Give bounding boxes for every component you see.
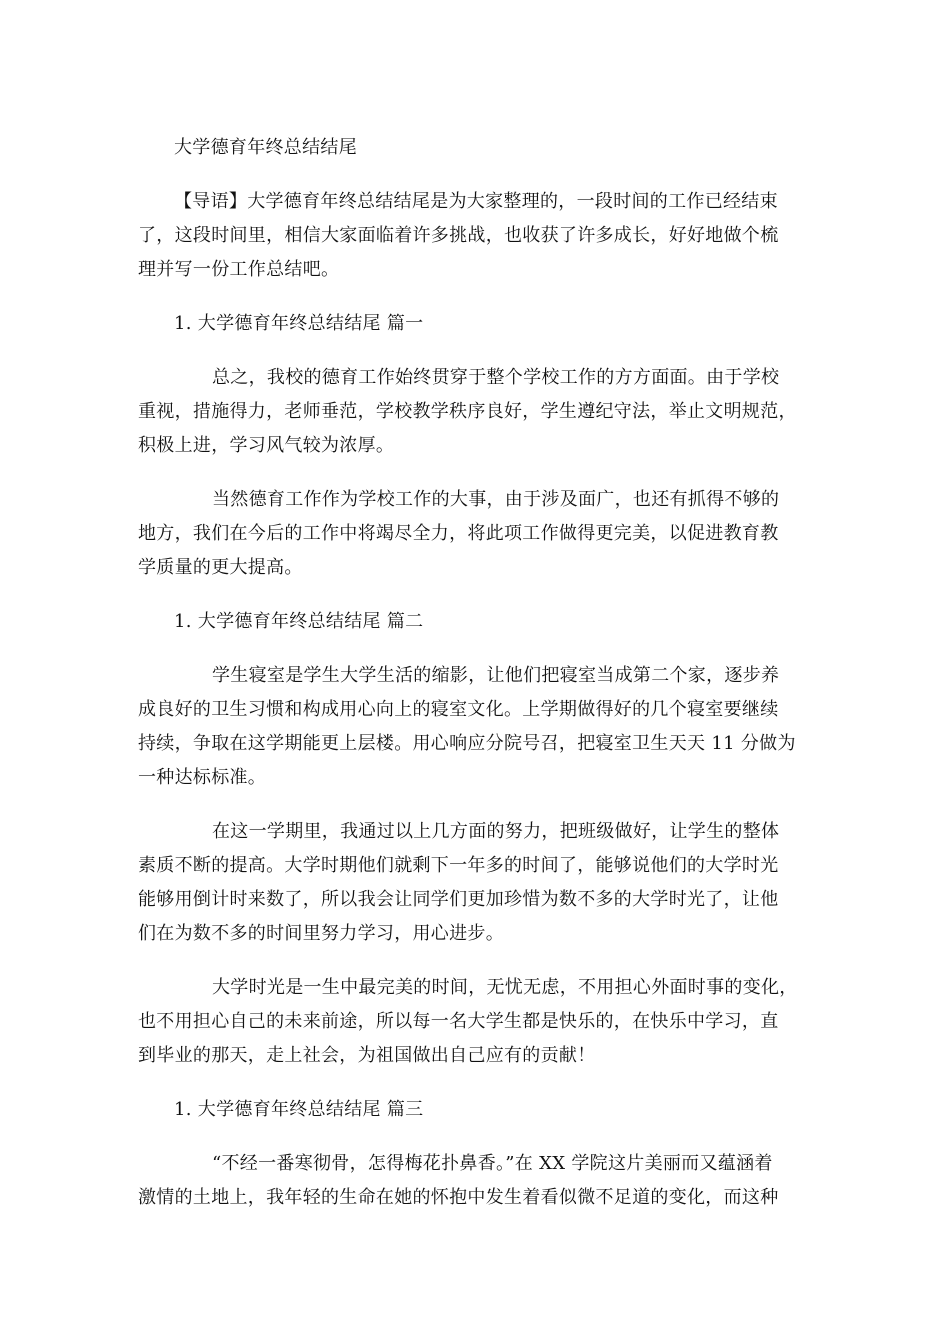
section-1-para-2-line-2: 地方，我们在今后的工作中将竭尽全力，将此项工作做得更完美，以促进教育教 [138, 523, 779, 544]
section-1-para-1-line-3: 积极上进，学习风气较为浓厚。 [138, 435, 395, 456]
section-2-para-1-line-2: 成良好的卫生习惯和构成用心向上的寝室文化。上学期做得好的几个寝室要继续 [138, 699, 779, 720]
section-2-para-1-line-1: 学生寝室是学生大学生活的缩影，让他们把寝室当成第二个家，逐步养 [212, 665, 780, 686]
section-2-para-2-line-4: 们在为数不多的时间里努力学习，用心进步。 [138, 923, 504, 944]
section-2-para-1-line-4: 一种达标标准。 [138, 767, 267, 788]
section-2-para-2-line-1: 在这一学期里，我通过以上几方面的努力，把班级做好，让学生的整体 [212, 821, 780, 842]
section-2-para-1-line-3: 持续，争取在这学期能更上层楼。用心响应分院号召，把寝室卫生天天 11 分做为 [138, 733, 796, 754]
intro-line-3: 理并写一份工作总结吧。 [138, 259, 340, 280]
section-1-para-2-line-3: 学质量的更大提高。 [138, 557, 303, 578]
section-2-para-2-line-3: 能够用倒计时来数了，所以我会让同学们更加珍惜为数不多的大学时光了，让他 [138, 889, 779, 910]
section-3-heading: 1. 大学德育年终总结结尾 篇三 [174, 1099, 424, 1120]
section-2-para-2-line-2: 素质不断的提高。大学时期他们就剩下一年多的时间了，能够说他们的大学时光 [138, 855, 779, 876]
intro-line-2: 了，这段时间里，相信大家面临着许多挑战，也收获了许多成长，好好地做个梳 [138, 225, 779, 246]
section-2-para-3-line-3: 到毕业的那天，走上社会，为祖国做出自己应有的贡献！ [138, 1045, 596, 1066]
section-2-para-3-line-1: 大学时光是一生中最完美的时间，无忧无虑，不用担心外面时事的变化， [212, 977, 798, 998]
section-1-para-1-line-1: 总之，我校的德育工作始终贯穿于整个学校工作的方方面面。由于学校 [212, 367, 780, 388]
document-title: 大学德育年终总结结尾 [174, 137, 357, 158]
section-1-heading: 1. 大学德育年终总结结尾 篇一 [174, 313, 424, 334]
section-3-para-1-line-2: 激情的土地上，我年轻的生命在她的怀抱中发生着看似微不足道的变化，而这种 [138, 1187, 779, 1208]
intro-line-1: 【导语】大学德育年终总结结尾是为大家整理的，一段时间的工作已经结束 [174, 191, 778, 212]
section-3-para-1-line-1: “不经一番寒彻骨，怎得梅花扑鼻香。”在 XX 学院这片美丽而又蕴涵着 [212, 1153, 773, 1174]
section-1-para-1-line-2: 重视，措施得力，老师垂范，学校教学秩序良好，学生遵纪守法，举止文明规范， [138, 401, 797, 422]
section-2-para-3-line-2: 也不用担心自己的未来前途，所以每一名大学生都是快乐的，在快乐中学习，直 [138, 1011, 779, 1032]
section-2-heading: 1. 大学德育年终总结结尾 篇二 [174, 611, 424, 632]
section-1-para-2-line-1: 当然德育工作作为学校工作的大事，由于涉及面广，也还有抓得不够的 [212, 489, 780, 510]
